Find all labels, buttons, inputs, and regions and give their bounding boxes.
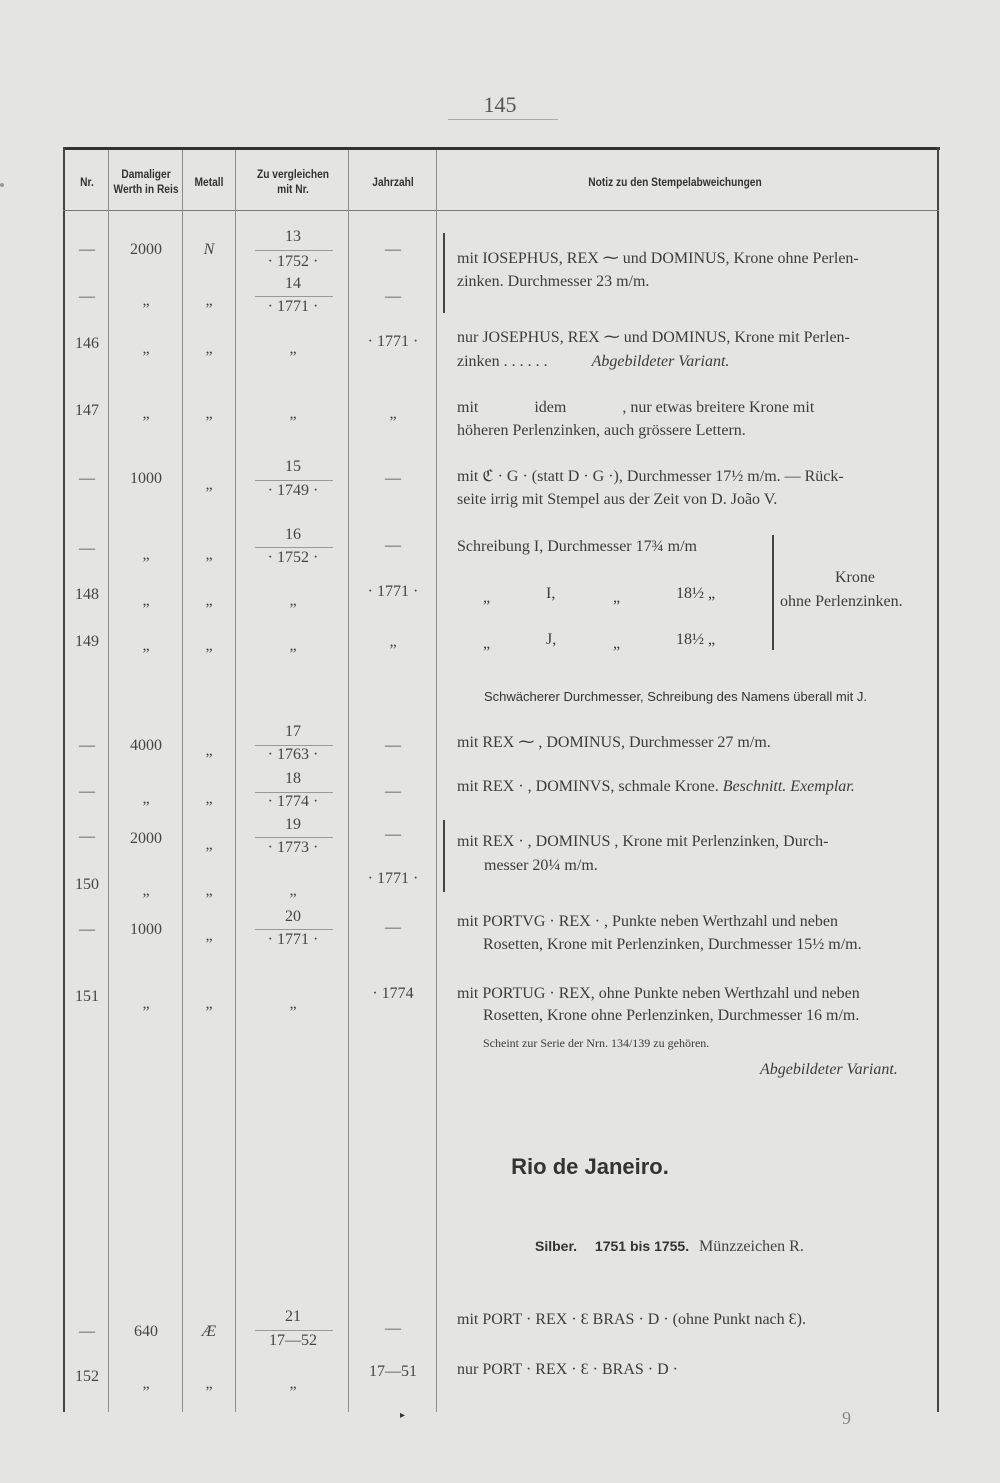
signature-mark: 9 (842, 1408, 851, 1428)
row-jahrzahl: — (385, 826, 401, 843)
row-jahrzahl: — (385, 288, 401, 305)
fraction-line (255, 929, 333, 930)
header-wert (112, 167, 180, 197)
row-compare-top: 21 (285, 1308, 301, 1325)
row-jahrzahl: „ (389, 405, 397, 422)
row-compare: „ (289, 637, 297, 654)
row-wert: 1000 (130, 921, 162, 938)
krone-line2: ohne Perlenzinken. (780, 593, 903, 610)
row-metall: „ (205, 927, 213, 944)
note-ditto: „ (483, 589, 491, 606)
note-line: mit idem , nur etwas breitere Krone mit (457, 399, 815, 416)
row-jahrzahl: · 1774 (372, 985, 414, 1002)
note-italic: Beschnitt. Exemplar. (722, 778, 855, 795)
note-text: I, (546, 585, 556, 602)
row-compare-top: 15 (285, 458, 301, 475)
note-ditto: „ (483, 635, 491, 652)
row-compare-top: 17 (285, 723, 301, 740)
header-metall: Metall (194, 175, 224, 189)
row-metall: N (203, 241, 215, 258)
row-compare: „ (289, 995, 297, 1012)
note-ditto: „ (613, 635, 621, 652)
mint-mark: Münzzeichen R. (699, 1238, 804, 1255)
metal-label: Silber. (535, 1238, 578, 1254)
note-line: Schreibung I, Durchmesser 17¾ m/m (457, 538, 697, 555)
column-divider (436, 150, 437, 1412)
note-line (457, 775, 855, 798)
row-nr: — (79, 241, 95, 258)
note-text: 18½ „ (676, 631, 716, 648)
row-wert: „ (142, 592, 150, 609)
row-wert: „ (142, 405, 150, 422)
header-compare-line2: mit Nr. (277, 182, 309, 196)
row-nr: 146 (75, 335, 99, 352)
header-notiz: Notiz zu den Stempelabweichungen (588, 175, 762, 189)
row-metall: „ (205, 292, 213, 309)
column-divider (348, 150, 349, 1412)
row-jahrzahl: — (385, 1320, 401, 1337)
row-metall: „ (205, 340, 213, 357)
note-text: zinken . . . . . . (457, 353, 552, 370)
fraction-line (255, 296, 333, 297)
krone-line1: Krone (835, 569, 875, 586)
row-nr: — (79, 737, 95, 754)
header-nr: Nr. (80, 175, 94, 189)
row-compare-bottom: · 1771 · (267, 298, 319, 315)
note-line: zinken. Durchmesser 23 m/m. (457, 273, 650, 290)
row-nr: 147 (75, 402, 99, 419)
row-nr: — (79, 540, 95, 557)
row-wert: 2000 (130, 830, 162, 847)
note-line: Rosetten, Krone mit Perlenzinken, Durchmesser 15½ m/m. (483, 936, 862, 953)
header-compare (246, 167, 340, 197)
row-compare-bottom: · 1773 · (267, 839, 319, 856)
fraction-line (255, 250, 333, 251)
row-wert: 1000 (130, 470, 162, 487)
row-nr: — (79, 470, 95, 487)
row-metall: Æ (201, 1323, 217, 1340)
header-compare-line1: Zu vergleichen (256, 167, 329, 181)
row-compare-bottom: · 1752 · (267, 549, 319, 566)
row-compare: „ (289, 1375, 297, 1392)
row-wert: „ (142, 340, 150, 357)
note-line: mit PORTVG · REX · , Punkte neben Werthzahl und neben (457, 913, 838, 930)
note-text: 18½ „ (676, 585, 716, 602)
fraction-line (255, 1330, 333, 1331)
row-compare: „ (289, 882, 297, 899)
note-line: mit REX · , DOMINUS , Krone mit Perlenzinken, Durch- (457, 833, 829, 850)
note-line: messer 20¼ m/m. (484, 857, 598, 874)
row-nr: 152 (75, 1368, 99, 1385)
row-nr: — (79, 921, 95, 938)
section-title: Rio de Janeiro. (511, 1154, 669, 1179)
row-wert: 4000 (130, 737, 162, 754)
header-wert-line1: Damaliger (121, 167, 171, 181)
row-wert: „ (142, 637, 150, 654)
row-compare-top: 19 (285, 816, 301, 833)
row-jahrzahl: — (385, 919, 401, 936)
brace (772, 535, 774, 650)
fraction-line (255, 837, 333, 838)
note-line: seite irrig mit Stempel aus der Zeit von D. João V. (457, 491, 778, 508)
row-compare-bottom: · 1752 · (267, 253, 319, 270)
row-jahrzahl: · 1771 · (367, 583, 419, 600)
row-compare-top: 13 (285, 228, 301, 245)
column-divider (108, 150, 109, 1412)
note-line: nur JOSEPHUS, REX ⁓ und DOMINUS, Krone mit Perlen- (457, 329, 850, 346)
note-line: mit REX ⁓ , DOMINUS, Durchmesser 27 m/m. (457, 734, 771, 751)
row-metall: „ (205, 476, 213, 493)
note-italic: Abgebildeter Variant. (591, 353, 730, 370)
note-line: mit ℭ · G · (statt D · G ·), Durchmesser 17½ m/m. — Rück- (457, 468, 844, 485)
row-jahrzahl: „ (389, 633, 397, 650)
row-wert: „ (142, 1375, 150, 1392)
row-metall: „ (205, 592, 213, 609)
row-nr: — (79, 288, 95, 305)
row-metall: „ (205, 995, 213, 1012)
fraction-line (255, 480, 333, 481)
row-metall: „ (205, 790, 213, 807)
row-jahrzahl: — (385, 241, 401, 258)
section-subheading: Schwächerer Durchmesser, Schreibung des Namens überall mit J. (484, 689, 867, 704)
row-compare-bottom: · 1749 · (267, 482, 319, 499)
row-compare-bottom: · 1771 · (267, 931, 319, 948)
row-wert: „ (142, 292, 150, 309)
section-subtitle (535, 1238, 804, 1256)
fraction-line (255, 547, 333, 548)
row-jahrzahl: 17—51 (369, 1363, 417, 1380)
row-wert: „ (142, 546, 150, 563)
row-wert: „ (142, 790, 150, 807)
note-line: nur PORT · REX · Ɛ · BRAS · D · (457, 1361, 678, 1378)
column-divider (182, 150, 183, 1412)
note-line: mit PORT · REX · Ɛ BRAS · D · (ohne Punkt nach Ɛ). (457, 1311, 806, 1328)
column-divider (235, 150, 236, 1412)
row-compare: „ (289, 592, 297, 609)
row-wert: 640 (134, 1323, 158, 1340)
row-metall: „ (205, 405, 213, 422)
brace (443, 820, 445, 892)
page-number-rule (448, 119, 558, 120)
note-line (457, 350, 729, 373)
brace (443, 233, 445, 313)
table-top-border (63, 147, 940, 150)
page-number: 145 (483, 92, 517, 117)
note-italic: Abgebildeter Variant. (760, 1061, 898, 1078)
row-compare: „ (289, 405, 297, 422)
margin-speck (0, 183, 4, 187)
note-line: mit PORTUG · REX, ohne Punkte neben Werthzahl und neben (457, 985, 860, 1002)
row-compare-bottom: · 1763 · (267, 746, 319, 763)
row-compare-bottom: 17—52 (269, 1332, 317, 1349)
note-text: J, (546, 631, 557, 648)
row-wert: „ (142, 882, 150, 899)
footer-mark: ▸ (400, 1410, 406, 1421)
table-right-border (937, 147, 939, 1412)
row-nr: — (79, 828, 95, 845)
row-nr: — (79, 1323, 95, 1340)
row-jahrzahl: — (385, 470, 401, 487)
note-ditto: „ (613, 589, 621, 606)
row-metall: „ (205, 742, 213, 759)
note-line: Scheint zur Serie der Nrn. 134/139 zu gehören. (483, 1036, 710, 1050)
year-range: 1751 bis 1755. (594, 1238, 690, 1254)
header-jahrzahl: Jahrzahl (372, 175, 414, 189)
row-nr: 149 (75, 633, 99, 650)
row-jahrzahl: · 1771 · (367, 333, 419, 350)
row-metall: „ (205, 637, 213, 654)
row-metall: „ (205, 546, 213, 563)
note-line: Rosetten, Krone ohne Perlenzinken, Durchmesser 16 m/m. (483, 1007, 860, 1024)
row-nr: — (79, 783, 95, 800)
row-nr: 151 (75, 988, 99, 1005)
row-nr: 148 (75, 586, 99, 603)
row-jahrzahl: — (385, 783, 401, 800)
row-metall: „ (205, 836, 213, 853)
row-compare-top: 20 (285, 908, 301, 925)
row-wert: „ (142, 995, 150, 1012)
row-compare-top: 18 (285, 770, 301, 787)
row-wert: 2000 (130, 241, 162, 258)
row-compare-bottom: · 1774 · (267, 793, 319, 810)
row-metall: „ (205, 1375, 213, 1392)
row-compare: „ (289, 340, 297, 357)
row-jahrzahl: · 1771 · (367, 870, 419, 887)
note-line: höheren Perlenzinken, auch grössere Lettern. (457, 422, 746, 439)
note-text: mit REX · , DOMINVS, schmale Krone. (457, 778, 723, 795)
header-rule (63, 210, 939, 211)
row-jahrzahl: — (385, 537, 401, 554)
row-compare-top: 14 (285, 275, 301, 292)
row-nr: 150 (75, 876, 99, 893)
header-wert-line2: Werth in Reis (113, 182, 179, 196)
table-left-border (63, 147, 65, 1412)
row-jahrzahl: — (385, 737, 401, 754)
row-compare-top: 16 (285, 526, 301, 543)
note-line: mit IOSEPHUS, REX ⁓ und DOMINUS, Krone ohne Perlen- (457, 250, 859, 267)
row-metall: „ (205, 882, 213, 899)
